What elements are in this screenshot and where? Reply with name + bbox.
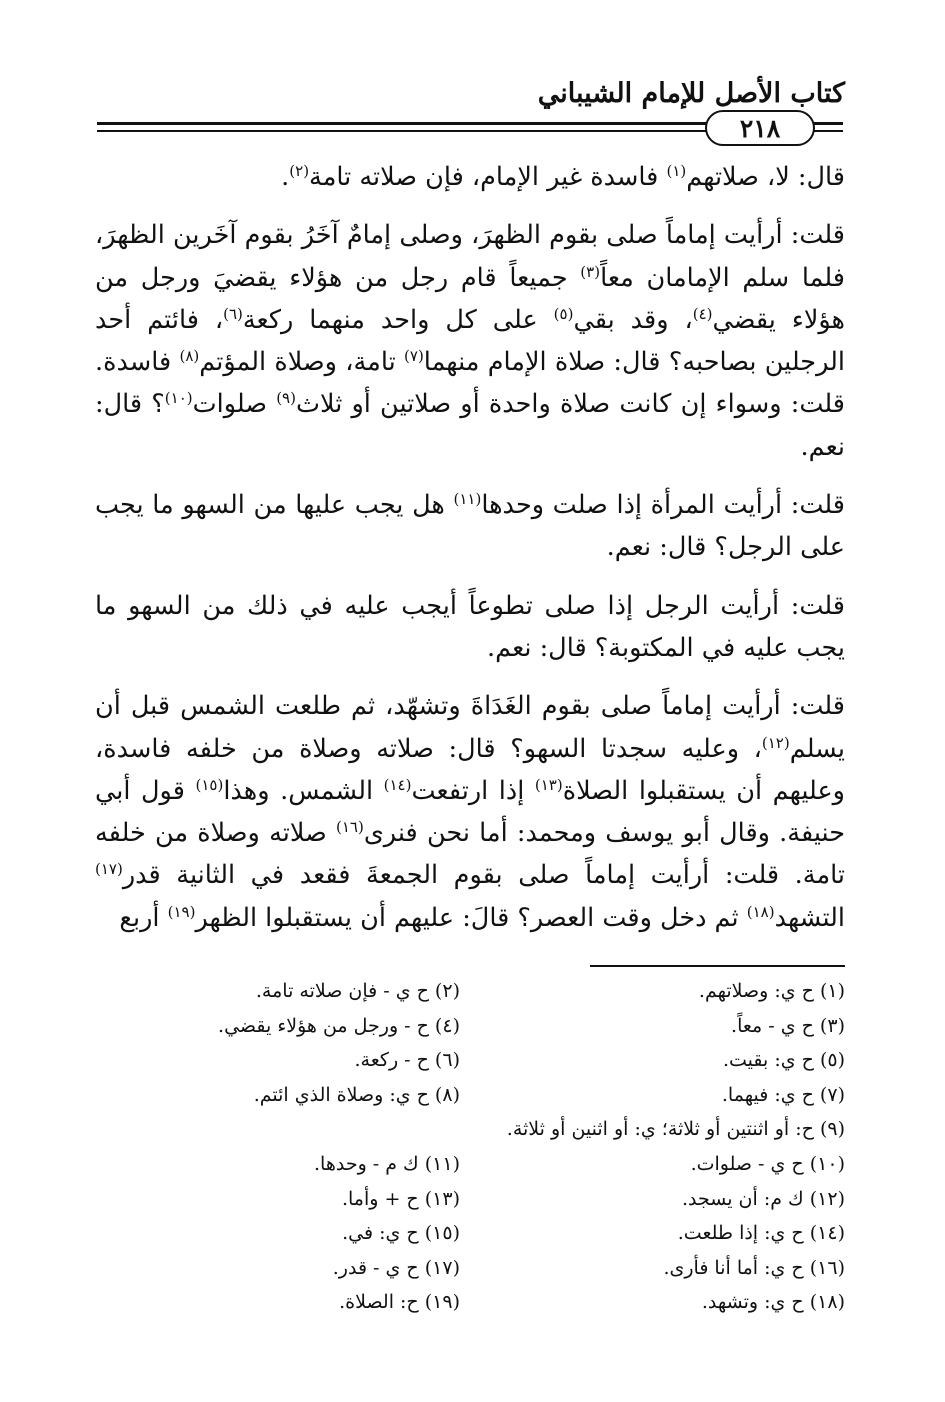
footnote: (٤) ح - ورجل من هؤلاء يقضي.	[218, 1014, 460, 1037]
footnote-marker: (١٢)	[761, 733, 790, 752]
footnote-marker: (١١)	[453, 490, 482, 509]
footnote-marker: (٧)	[404, 347, 424, 366]
text-run: جميعاً قام رجل من هؤلاء يقضيَ ورجل من هؤلاء يقضي	[95, 262, 845, 335]
footnote-marker: (١٤)	[383, 775, 412, 794]
footnote-row	[95, 974, 845, 1009]
text-run: ؟ قال: نعم.	[95, 389, 845, 462]
footnote-row	[95, 1147, 845, 1182]
text-run: صلوات	[192, 389, 277, 420]
paragraph-2	[95, 214, 845, 468]
footnote: (١١) ك م - وحدها.	[314, 1152, 460, 1175]
footnote-marker: (٤)	[692, 304, 713, 323]
text-run: ، فائتم أحد الرجلين بصاحبه؟ قال: صلاة الإمام منهما	[95, 304, 845, 378]
paragraph-1	[95, 156, 845, 198]
footnote: (١٩) ح: الصلاة.	[339, 1291, 460, 1314]
footnote-row	[95, 1078, 845, 1113]
text-run: صلاته وصلاة من خلفه تامة. قلت: أرأيت إماماً صلى بقوم الجمعةَ فقعد في الثانية قدر	[95, 818, 845, 891]
text-run: قول أبي حنيفة. وقال أبو يوسف ومحمد: أما نحن فنرى	[95, 775, 846, 849]
footnote-marker: (٣)	[580, 262, 601, 281]
text-run: .	[281, 162, 290, 192]
text-run: ، وعليه سجدتا السهو؟ قال: صلاته وصلاة من خلفه فاسدة، وعليهم أن يستقبلوا الصلاة	[95, 733, 845, 806]
footnote-marker: (٨)	[179, 347, 200, 366]
footnote-row	[95, 1251, 845, 1286]
footnote-marker: (١٠)	[164, 389, 193, 408]
text-run: قلت: أرأيت إماماً صلى بقوم الغَدَاةَ وتشهّد، ثم طلعت الشمس قبل أن يسلم	[95, 691, 845, 764]
footnote: (١٢) ك م: أن يسجد.	[682, 1187, 845, 1210]
text-run: هل يجب عليها من السهو ما يجب على الرجل؟ قال: نعم.	[95, 490, 845, 563]
footnote: (٨) ح ي: وصلاة الذي ائتم.	[253, 1083, 460, 1106]
footnote: (٧) ح ي: فيهما.	[721, 1083, 845, 1106]
footnote-marker: (١٣)	[534, 775, 563, 794]
text-run: على كل واحد منهما ركعة	[242, 304, 554, 335]
footnote-marker: (٥)	[553, 304, 574, 323]
footnote-marker: (١٥)	[195, 775, 224, 794]
text-run: قلت: أرأيت الرجل إذا صلى تطوعاً أيجب عليه في ذلك من السهو ما يجب عليه في المكتوبة؟ قال: نعم.	[95, 590, 845, 663]
footnote-marker: (١٦)	[335, 818, 364, 837]
text-run: إذا ارتفعت	[411, 775, 535, 806]
text-run: فاسدة. قلت: وسواء إن كانت صلاة واحدة أو صلاتين أو ثلاث	[95, 347, 845, 420]
footnote-marker: (٦)	[223, 304, 243, 323]
footnote: (١٥) ح ي: في.	[342, 1222, 460, 1245]
footnote: (١٨) ح ي: وتشهد.	[701, 1291, 845, 1314]
main-text	[95, 156, 845, 939]
text-run: ، وقد بقي	[573, 304, 693, 335]
footnote-row	[95, 1043, 845, 1078]
footnote: (١٦) ح ي: أما أنا فأرى.	[663, 1256, 845, 1279]
running-title: كتاب الأصل للإمام الشيباني	[537, 78, 845, 109]
footnote: (٥) ح ي: بقيت.	[722, 1049, 845, 1072]
footnote-marker: (٢)	[289, 162, 310, 180]
text-run: تامة، وصلاة المؤتم	[199, 347, 405, 378]
footnote-row	[95, 1009, 845, 1044]
footnote-marker: (١)	[666, 162, 687, 180]
text-run: التشهد	[774, 902, 845, 933]
footnote-separator	[590, 965, 845, 967]
footnote: (١٧) ح ي - قدر.	[332, 1256, 460, 1279]
paragraph-5	[95, 685, 845, 939]
text-run: فاسدة غير الإمام، فإن صلاته تامة	[309, 162, 667, 192]
page-number-text: ٢١٨	[739, 113, 781, 143]
footnote-marker: (١٨)	[746, 902, 775, 921]
text-run: ثم دخل وقت العصر؟ قالَ: عليهم أن يستقبلوا الظهر	[195, 902, 747, 933]
text-run: قال: لا، صلاتهم	[686, 162, 845, 192]
footnote: (٣) ح ي - معاً.	[731, 1014, 845, 1037]
footnotes	[95, 974, 845, 1320]
footnote-marker: (١٧)	[95, 860, 123, 879]
footnote: (١٣) ح + وأما.	[341, 1187, 460, 1210]
text-run: قلت: أرأيت المرأة إذا صلت وحدها	[481, 490, 845, 521]
text-run: أربع	[119, 902, 168, 933]
footnote-marker: (٩)	[276, 389, 296, 408]
footnote-row	[95, 1216, 845, 1251]
footnote-row	[95, 1285, 845, 1320]
footnote: (٩) ح: أو اثنتين أو ثلاثة؛ ي: أو اثنين أو ثلاثة.	[506, 1118, 845, 1141]
paragraph-3	[95, 484, 845, 569]
text-run: قلت: أرأيت إماماً صلى بقوم الظهرَ، وصلى إمامٌ آخَرُ بقوم آخَرين الظهرَ، فلما سلم الإمامان معاً	[95, 220, 845, 293]
footnote-row	[95, 1182, 845, 1217]
footnote: (١) ح ي: وصلاتهم.	[698, 980, 845, 1002]
page-number	[705, 110, 815, 146]
paragraph-4	[95, 585, 845, 670]
footnote-row	[95, 1112, 845, 1147]
footnote: (١٤) ح ي: إذا طلعت.	[677, 1222, 845, 1245]
footnote: (٢) ح ي - فإن صلاته تامة.	[255, 980, 460, 1002]
footnote-marker: (١٩)	[167, 902, 196, 921]
footnote: (١٠) ح ي - صلوات.	[690, 1152, 845, 1175]
text-run: الشمس. وهذا	[223, 775, 384, 806]
footnote: (٦) ح - ركعة.	[354, 1049, 460, 1072]
